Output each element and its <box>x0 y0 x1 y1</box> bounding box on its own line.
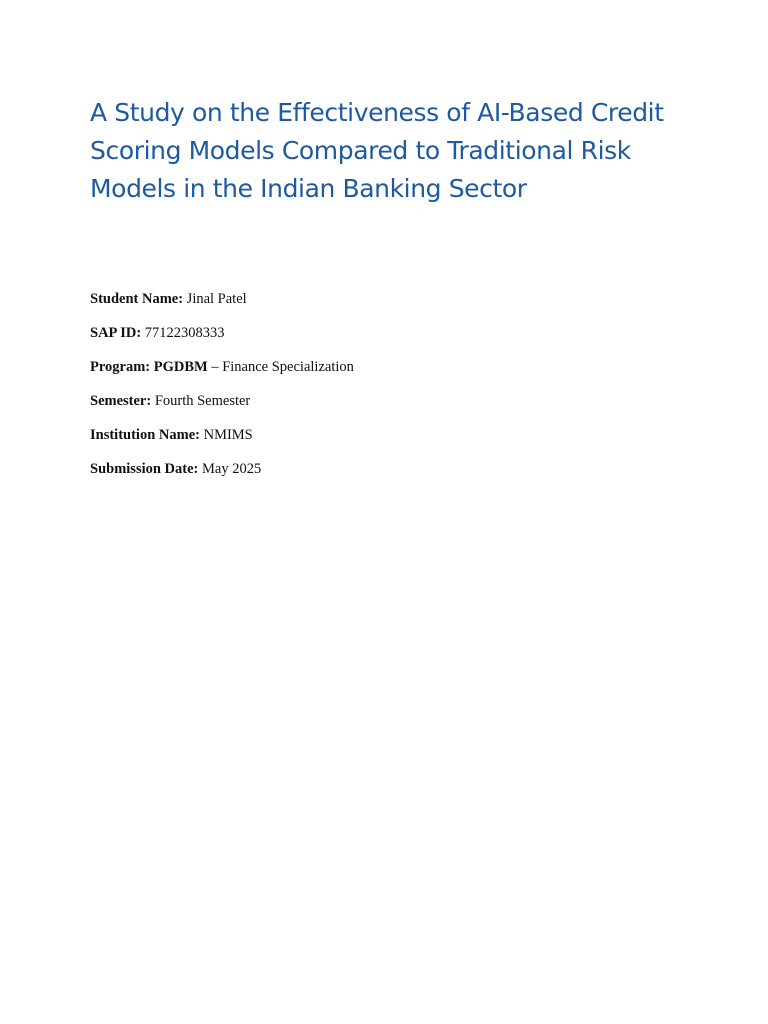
institution-label: Institution Name: <box>90 427 200 443</box>
student-name-row <box>90 289 690 323</box>
student-name-label: Student Name: <box>90 291 184 307</box>
sap-id-value: 77122308333 <box>141 325 225 341</box>
submission-date-row <box>90 459 690 493</box>
semester-row <box>90 391 690 425</box>
submission-date-label: Submission Date: <box>90 461 199 477</box>
sap-id-label: SAP ID: <box>90 325 142 341</box>
document-title: A Study on the Effectiveness of AI-Based Credit Scoring Models Compared to Traditional Risk Models in the Indian Banking Sector <box>90 98 664 203</box>
program-value: – Finance Specialization <box>207 359 354 375</box>
program-row <box>90 357 690 391</box>
sap-id-row <box>90 323 690 357</box>
semester-label: Semester: <box>90 393 152 409</box>
semester-value: Fourth Semester <box>151 393 251 409</box>
submission-date-value: May 2025 <box>198 461 262 477</box>
institution-row <box>90 425 690 459</box>
program-label: Program: PGDBM <box>90 359 208 375</box>
institution-value: NMIMS <box>199 427 253 443</box>
student-details <box>90 289 690 493</box>
student-name-value: Jinal Patel <box>183 291 247 307</box>
